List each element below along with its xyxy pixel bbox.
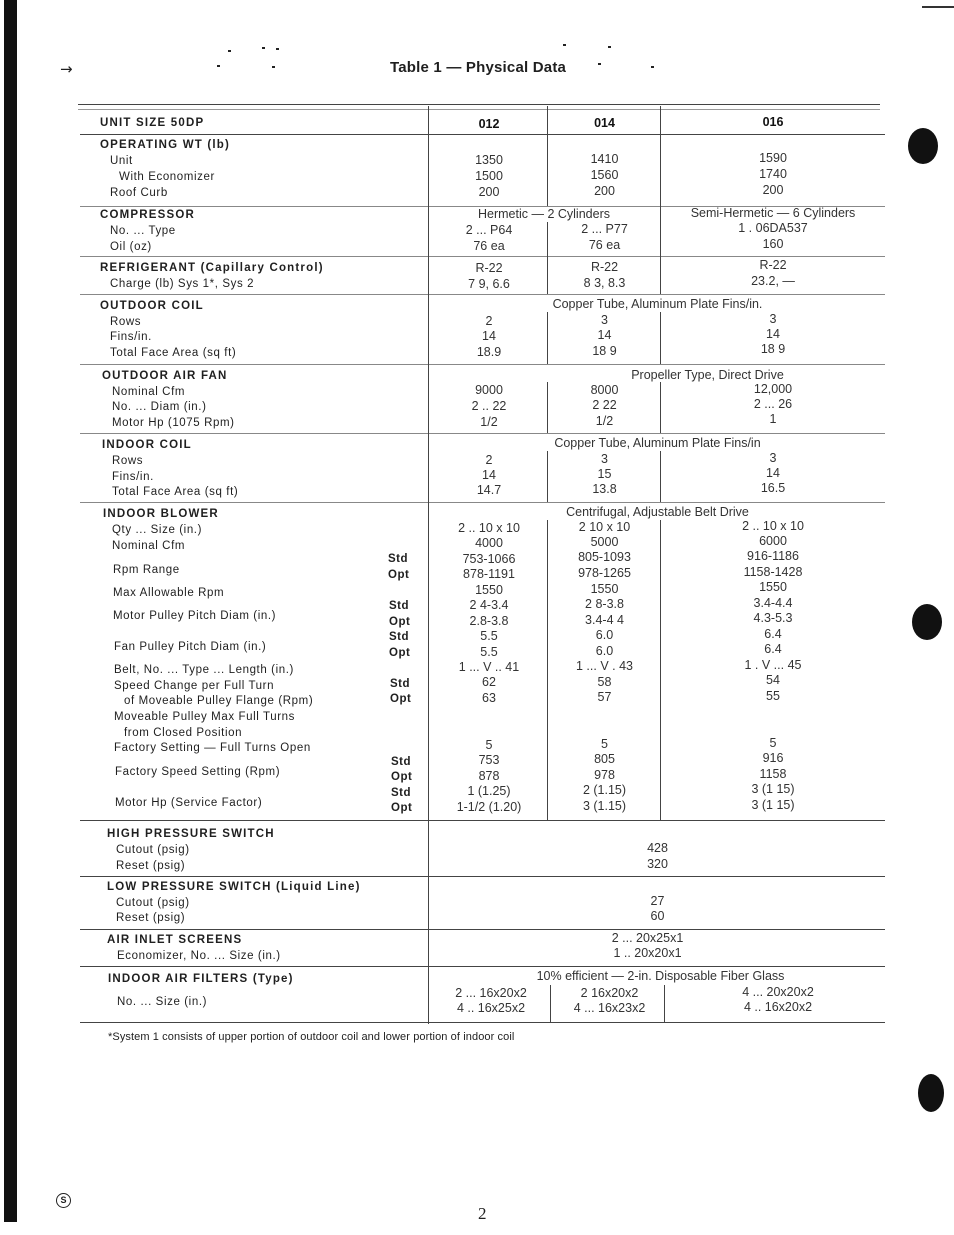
data-cell: 13.8 (592, 482, 617, 496)
binder-hole (912, 604, 942, 640)
column-header-014: 014 (594, 116, 615, 130)
data-cell: 6.4 (764, 627, 782, 641)
data-cell: 58 (597, 675, 612, 689)
span-cell: Centrifugal, Adjustable Belt Drive (566, 505, 749, 519)
page-edge-bar (4, 0, 17, 1222)
data-cell: 1/2 (480, 415, 498, 429)
std-marker: Std (391, 756, 412, 768)
table-rule (78, 104, 880, 105)
data-cell: 4 ... 16x23x2 (573, 1001, 646, 1015)
row-label: of Moveable Pulley Flange (Rpm) (124, 695, 314, 707)
data-cell: 55 (766, 689, 780, 703)
page-title: Table 1 — Physical Data (390, 59, 567, 76)
data-cell: 878-1191 (463, 567, 515, 581)
opt-marker: Opt (389, 647, 411, 659)
data-cell: 805-1093 (578, 550, 631, 564)
data-cell: R-22 (590, 260, 619, 274)
data-cell: 8000 (590, 383, 619, 397)
data-cell: 805 (594, 752, 615, 766)
margin-arrow: → (60, 60, 73, 78)
print-speck (598, 63, 601, 65)
row-label: Rows (110, 316, 142, 328)
data-cell: 14 (482, 468, 496, 482)
opt-marker: Opt (388, 569, 410, 581)
print-speck (228, 50, 231, 52)
table-rule (80, 433, 885, 434)
table-rule (80, 1022, 885, 1023)
section-heading: INDOOR BLOWER (103, 508, 219, 520)
data-cell: 2 ... 16x20x2 (455, 986, 527, 1000)
data-cell: 1158 (759, 767, 787, 781)
data-cell: 3 (1 15) (751, 798, 795, 812)
data-cell: 2 10 x 10 (578, 520, 631, 534)
data-cell: 6.0 (595, 644, 614, 658)
data-cell: 200 (594, 184, 615, 198)
data-cell: 3.4-4 4 (585, 613, 624, 627)
data-cell: 63 (482, 691, 496, 705)
data-cell: 1 (1.25) (467, 784, 511, 798)
data-cell: 2 4-3.4 (469, 598, 509, 612)
binder-hole (918, 1074, 944, 1112)
print-speck (272, 66, 275, 68)
data-cell: 3 (769, 451, 777, 465)
data-cell: 2 ... 26 (753, 397, 793, 411)
row-label: Roof Curb (110, 187, 168, 199)
row-label: Motor Pulley Pitch Diam (in.) (113, 610, 277, 622)
data-cell: 23.2, — (751, 274, 795, 288)
data-cell: 4000 (475, 536, 503, 550)
data-cell: 3 (1 15) (751, 782, 795, 796)
data-cell: 1 . 06DA537 (738, 221, 808, 235)
row-label: Speed Change per Full Turn (114, 680, 275, 692)
data-cell: 5 (601, 737, 608, 751)
std-marker: Std (389, 631, 410, 643)
data-cell: 1 .. 20x20x1 (613, 946, 682, 960)
section-heading: HIGH PRESSURE SWITCH (107, 828, 275, 840)
row-label: Charge (lb) Sys 1*, Sys 2 (110, 278, 255, 290)
section-heading: LOW PRESSURE SWITCH (Liquid Line) (107, 881, 361, 893)
span-cell: 10% efficient — 2-in. Disposable Fiber Glass (536, 969, 785, 983)
row-label: No. ... Size (in.) (117, 996, 208, 1008)
data-cell: 916-1186 (747, 549, 799, 563)
data-cell: 978-1265 (578, 566, 631, 580)
data-cell: 1550 (475, 583, 503, 597)
std-marker: Std (389, 600, 410, 612)
data-cell: 7 9, 6.6 (468, 277, 510, 291)
span-cell: Propeller Type, Direct Drive (631, 368, 784, 382)
std-marker: Std (391, 787, 412, 799)
table-rule (80, 134, 885, 135)
column-header-012: 012 (478, 117, 500, 131)
row-label: Total Face Area (sq ft) (112, 486, 239, 498)
footnote: *System 1 consists of upper portion of outdoor coil and lower portion of indoor coil (108, 1031, 515, 1043)
data-cell: 1 . V ... 45 (744, 658, 802, 672)
row-label: Reset (psig) (116, 860, 186, 872)
data-cell: 8 3, 8.3 (583, 276, 626, 290)
data-cell: 14 (766, 466, 780, 480)
data-cell: 2 .. 10 x 10 (458, 521, 520, 535)
data-cell: 5000 (590, 535, 619, 549)
row-label: Fins/in. (110, 331, 152, 343)
data-cell: 4 .. 16x20x2 (743, 1000, 813, 1014)
section-heading: OPERATING WT (lb) (100, 139, 231, 151)
data-cell: 3.4-4.4 (753, 596, 793, 610)
row-label: Factory Setting — Full Turns Open (114, 742, 311, 754)
top-mark (922, 6, 954, 8)
data-cell: Semi-Hermetic — 6 Cylinders (690, 206, 856, 220)
data-cell: 76 ea (588, 238, 621, 252)
data-cell: 1410 (590, 152, 619, 166)
std-marker: Std (390, 678, 411, 690)
data-cell: 5 (485, 738, 493, 752)
span-cell: Copper Tube, Aluminum Plate Fins/in (554, 436, 761, 450)
data-cell: 1-1/2 (1.20) (456, 800, 522, 814)
row-label: Reset (psig) (116, 912, 186, 924)
data-cell: 15 (597, 467, 612, 481)
table-rule (80, 294, 885, 295)
table-rule (80, 820, 885, 821)
data-cell: 916 (762, 751, 784, 765)
data-cell: 428 (647, 841, 668, 855)
publisher-logo: S (56, 1193, 71, 1208)
data-cell: 753-1066 (462, 552, 516, 566)
table-column-divider (550, 985, 551, 1022)
row-label: With Economizer (119, 171, 215, 183)
row-label: Factory Speed Setting (Rpm) (115, 766, 281, 778)
row-label: No. ... Type (110, 225, 176, 237)
data-cell: 3 (601, 452, 608, 466)
data-cell: 18 9 (592, 344, 617, 358)
data-cell: 4 .. 16x25x2 (456, 1001, 526, 1015)
table-rule (80, 256, 885, 257)
data-cell: 16.5 (760, 481, 786, 495)
data-cell: 1 ... V . 43 (576, 659, 633, 673)
row-label: Total Face Area (sq ft) (110, 347, 237, 359)
std-marker: Std (388, 553, 409, 565)
row-label: Belt, No. ... Type ... Length (in.) (114, 664, 294, 676)
row-label: Moveable Pulley Max Full Turns (114, 711, 295, 723)
data-cell: 54 (766, 673, 780, 687)
page-number: 2 (478, 1204, 487, 1223)
data-cell: 1 ... V .. 41 (458, 660, 520, 674)
data-cell: 200 (762, 183, 784, 197)
data-cell: 1/2 (595, 414, 614, 428)
data-cell: 1590 (759, 151, 787, 165)
row-label: Fins/in. (112, 471, 154, 483)
row-label: Cutout (psig) (116, 844, 190, 856)
row-label: Max Allowable Rpm (113, 587, 225, 599)
data-cell: 3 (769, 312, 777, 326)
data-cell: 1500 (475, 169, 503, 183)
row-label: Motor Hp (Service Factor) (115, 797, 263, 809)
data-cell: 14 (766, 327, 780, 341)
table-rule (78, 109, 880, 110)
print-speck (262, 47, 265, 49)
section-heading: OUTDOOR AIR FAN (102, 370, 228, 382)
data-cell: 60 (650, 909, 665, 923)
data-cell: 320 (647, 857, 668, 871)
span-cell: Copper Tube, Aluminum Plate Fins/in. (552, 297, 763, 311)
data-cell: Hermetic — 2 Cylinders (478, 207, 610, 221)
data-cell: R-22 (475, 261, 503, 275)
row-label: Oil (oz) (110, 241, 152, 253)
row-label: No. ... Diam (in.) (112, 401, 207, 413)
print-speck (608, 46, 611, 48)
unit-size-header: UNIT SIZE 50DP (100, 117, 205, 129)
data-cell: 878 (478, 769, 500, 783)
data-cell: 18.9 (476, 345, 502, 359)
data-cell: 14 (597, 328, 612, 342)
print-speck (217, 65, 220, 67)
data-cell: 57 (597, 690, 612, 704)
data-cell: 2 ... 20x25x1 (611, 931, 684, 945)
data-cell: 2 (485, 453, 493, 467)
data-cell: 200 (478, 185, 500, 199)
data-cell: 1 (769, 412, 777, 426)
table-rule (80, 966, 885, 967)
row-label: Unit (110, 155, 133, 167)
data-cell: 5.5 (480, 645, 498, 659)
data-cell: 12,000 (753, 382, 793, 396)
data-cell: 2 .. 10 x 10 (742, 519, 804, 533)
opt-marker: Opt (389, 616, 411, 628)
data-cell: 14.7 (476, 483, 502, 497)
data-cell: 753 (478, 753, 500, 767)
data-cell: 978 (594, 768, 615, 782)
data-cell: 4.3-5.3 (753, 611, 793, 625)
table-rule (80, 929, 885, 930)
row-label: Nominal Cfm (112, 386, 186, 398)
section-heading: REFRIGERANT (Capillary Control) (100, 262, 324, 274)
data-cell: 2 ... P64 (465, 223, 513, 237)
row-label: Economizer, No. ... Size (in.) (117, 950, 281, 962)
row-label: Motor Hp (1075 Rpm) (112, 417, 235, 429)
data-cell: 76 ea (473, 239, 505, 253)
data-cell: R-22 (759, 258, 787, 272)
row-label: Rows (112, 455, 144, 467)
data-cell: 6000 (759, 534, 787, 548)
opt-marker: Opt (391, 771, 413, 783)
data-cell: 4 ... 20x20x2 (742, 985, 814, 999)
data-cell: 1158-1428 (743, 565, 803, 579)
table-rule (80, 502, 885, 503)
data-cell: 2 16x20x2 (580, 986, 639, 1000)
data-cell: 62 (482, 675, 496, 689)
data-cell: 1740 (759, 167, 787, 181)
data-cell: 2 (485, 314, 493, 328)
table-rule (80, 876, 885, 877)
data-cell: 2 .. 22 (471, 399, 507, 413)
data-cell: 1550 (590, 582, 619, 596)
data-cell: 2 (1.15) (582, 783, 627, 797)
data-cell: 2.8-3.8 (469, 614, 509, 628)
data-cell: 3 (601, 313, 608, 327)
table-rule (80, 364, 885, 365)
row-label: Qty ... Size (in.) (112, 524, 203, 536)
data-cell: 6.4 (764, 642, 782, 656)
column-header-016: 016 (762, 115, 784, 129)
data-cell: 1550 (759, 580, 787, 594)
binder-hole (908, 128, 938, 164)
data-cell: 160 (762, 237, 784, 251)
section-heading: INDOOR COIL (102, 439, 192, 451)
section-heading: COMPRESSOR (100, 209, 196, 221)
opt-marker: Opt (391, 802, 413, 814)
row-label: from Closed Position (124, 727, 243, 739)
row-label: Fan Pulley Pitch Diam (in.) (114, 641, 267, 653)
data-cell: 9000 (475, 383, 503, 397)
print-speck (276, 48, 279, 50)
data-cell: 18 9 (760, 342, 786, 356)
section-heading: OUTDOOR COIL (100, 300, 204, 312)
data-cell: 27 (650, 894, 665, 908)
table-column-divider (428, 106, 429, 1024)
print-speck (563, 44, 566, 46)
data-cell: 3 (1.15) (582, 799, 627, 813)
data-cell: 1560 (590, 168, 619, 182)
data-cell: 14 (482, 329, 496, 343)
print-speck (651, 66, 654, 68)
row-label: Nominal Cfm (112, 540, 186, 552)
section-heading: AIR INLET SCREENS (107, 934, 243, 946)
data-cell: 5.5 (480, 629, 498, 643)
data-cell: 2 22 (592, 398, 617, 412)
data-cell: 5 (769, 736, 777, 750)
data-cell: 1350 (475, 153, 503, 167)
data-cell: 2 ... P77 (581, 222, 628, 236)
row-label: Rpm Range (113, 564, 180, 576)
data-cell: 6.0 (595, 628, 614, 642)
section-heading: INDOOR AIR FILTERS (Type) (108, 973, 294, 985)
opt-marker: Opt (390, 693, 412, 705)
row-label: Cutout (psig) (116, 897, 190, 909)
data-cell: 2 8-3.8 (585, 597, 624, 611)
